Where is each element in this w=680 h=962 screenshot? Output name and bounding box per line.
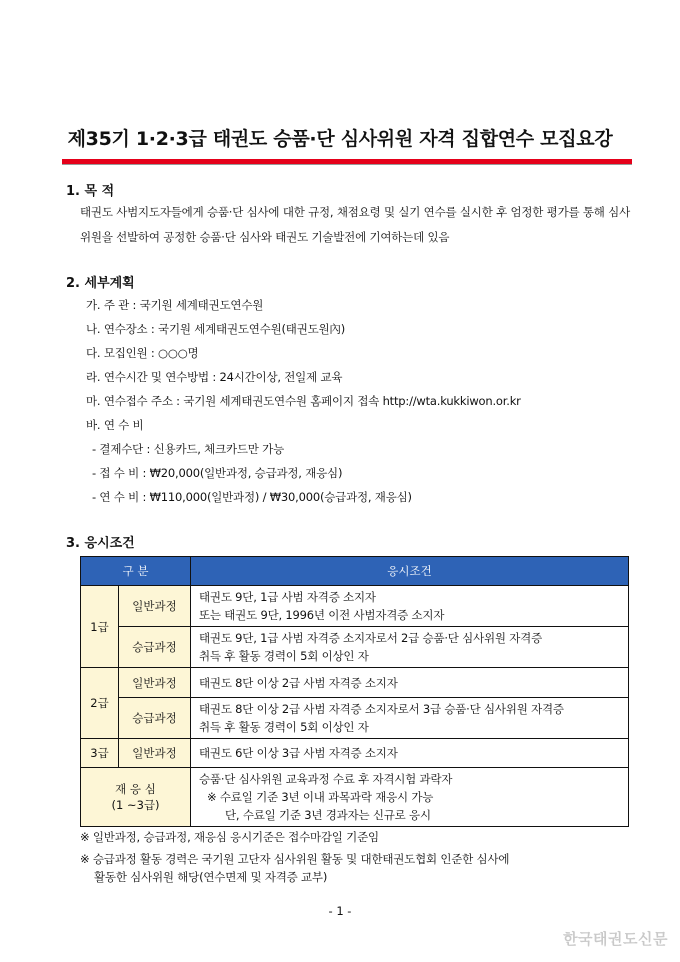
plan-line-organizer: 가. 주 관 : 국기원 세계태권도연수원: [86, 298, 264, 312]
grade-2-cell: 2급: [81, 668, 119, 739]
purpose-paragraph: 태권도 사범지도자들에게 승품·단 심사에 대한 규정, 채점요령 및 실기 연수를 실시한 후 엄정한 평가를 통해 심사위원을 선발하여 공정한 승품·단 심사와 태권도 기술발전에 기여하는데 있음: [80, 205, 630, 244]
header-condition: 응시조건: [191, 557, 629, 586]
grade-1-cell: 1급: [81, 586, 119, 668]
plan-line-capacity: 다. 모집인원 : ○○○명: [86, 346, 199, 360]
course-promo-cell: 승급과정: [119, 627, 191, 668]
grade-3-general-condition: 태권도 6단 이상 3급 사범 자격증 소지자: [191, 739, 629, 768]
grade-1-promo-condition: 태권도 9단, 1급 사범 자격증 소지자로서 2급 승품·단 심사위원 자격증 취득 후 활동 경력이 5회 이상인 자: [191, 627, 629, 668]
course-general-cell: 일반과정: [119, 586, 191, 627]
header-category: 구 분: [81, 557, 191, 586]
grade-2-general-condition: 태권도 8단 이상 2급 사범 자격증 소지자: [191, 668, 629, 698]
fee-training: - 연 수 비 : ₩110,000(일반과정) / ₩30,000(승급과정, 재응심): [92, 490, 412, 504]
page-title: 제35기 1·2·3급 태권도 승품·단 심사위원 자격 집합연수 모집요강: [67, 128, 613, 150]
note-criteria: ※ 일반과정, 승급과정, 재응심 응시기준은 접수마감일 기준임: [80, 830, 379, 844]
plan-line-fee: 바. 연 수 비: [86, 418, 144, 432]
watermark: 한국태권도신문: [563, 930, 668, 948]
retest-condition: 승품·단 심사위원 교육과정 수료 후 자격시험 과락자 ※ 수료일 기준 3년 이내 과목과락 재응시 가능 단, 수료일 기준 3년 경과자는 신규로 응시: [191, 768, 629, 827]
plan-line-registration: 마. 연수접수 주소 : 국기원 세계태권도연수원 홈페이지 접속 http://wta.kukkiwon.or.kr: [86, 394, 521, 408]
course-promo-cell: 승급과정: [119, 698, 191, 739]
course-general-cell: 일반과정: [119, 668, 191, 698]
section-1-heading: 1. 목 적: [66, 184, 115, 199]
section-3-heading: 3. 응시조건: [66, 536, 135, 551]
note-promo-experience: ※ 승급과정 활동 경력은 국기원 고단자 심사위원 활동 및 대한태권도협회 인준한 심사에: [80, 852, 510, 866]
course-general-cell: 일반과정: [119, 739, 191, 768]
section-2-heading: 2. 세부계획: [66, 276, 135, 291]
grade-1-general-condition: 태권도 9단, 1급 사범 자격증 소지자 또는 태권도 9단, 1996년 이전 사범자격증 소지자: [191, 586, 629, 627]
fee-application: - 접 수 비 : ₩20,000(일반과정, 승급과정, 재응심): [92, 466, 343, 480]
retest-cell: 재 응 심 (1 ~3급): [81, 768, 191, 827]
plan-line-hours: 라. 연수시간 및 연수방법 : 24시간이상, 전일제 교육: [86, 370, 343, 384]
page-number: - 1 -: [328, 904, 352, 918]
eligibility-table: [80, 556, 629, 827]
grade-2-promo-condition: 태권도 8단 이상 2급 사범 자격증 소지자로서 3급 승품·단 심사위원 자격증 취득 후 활동 경력이 5회 이상인 자: [191, 698, 629, 739]
plan-line-venue: 나. 연수장소 : 국기원 세계태권도연수원(태권도원內): [86, 322, 346, 336]
note-promo-experience-cont: 활동한 심사위원 해당(연수면제 및 자격증 교부): [94, 870, 328, 884]
fee-payment-method: - 결제수단 : 신용카드, 체크카드만 가능: [92, 442, 284, 456]
title-underline: [62, 159, 632, 165]
grade-3-cell: 3급: [81, 739, 119, 768]
